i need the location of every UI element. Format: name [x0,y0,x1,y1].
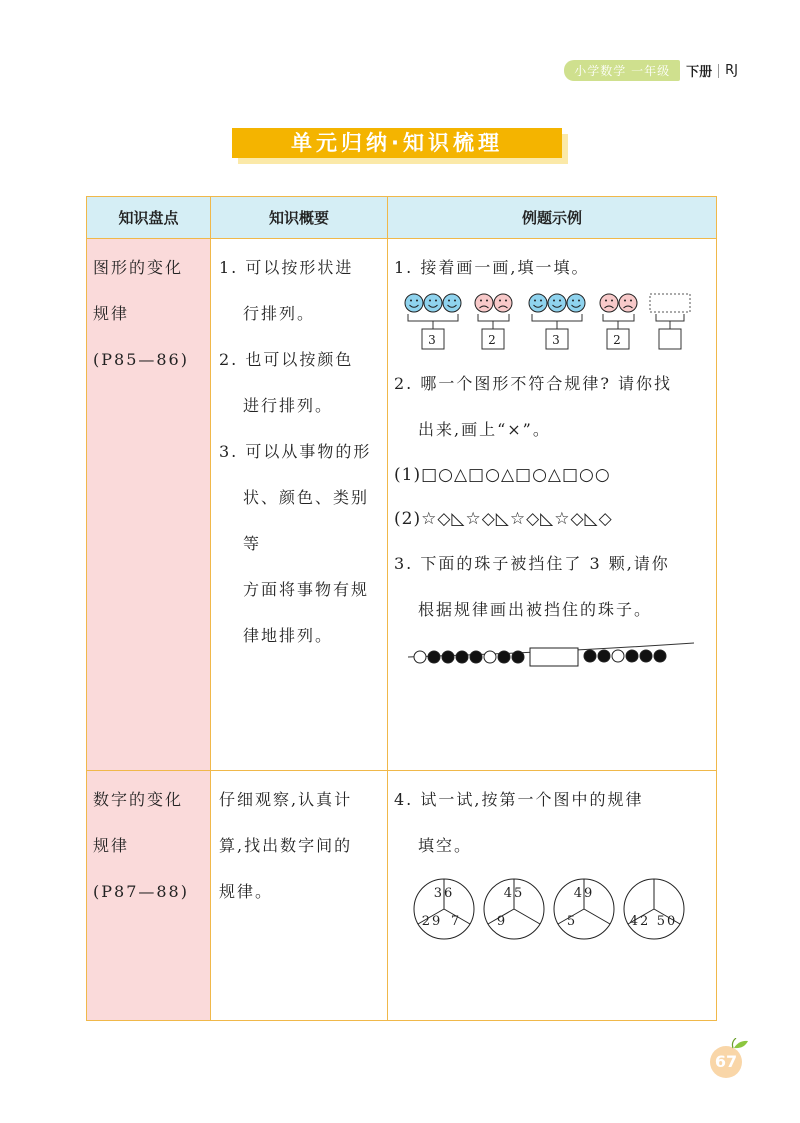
circle-left-value: 29 [421,914,443,929]
summary-point: 3. 可以从事物的形 [219,442,372,461]
example-2-text-cont: 出来,画上“×”。 [418,420,551,439]
table-row [87,239,717,771]
count-label: 2 [488,333,498,347]
knowledge-table [86,196,717,1021]
bead-black [626,650,638,662]
header-examples: 例题示例 [388,197,717,239]
number-circles-figure [394,875,716,945]
smiley-pattern-figure [394,291,716,361]
bead-black [598,650,610,662]
topic-cell [87,771,211,1021]
book-label: 小学数学 一年级 [564,60,680,81]
summary-text: 算,找出数字间的 [219,836,353,855]
bead-white [414,651,426,663]
page-number-badge [706,1038,752,1080]
examples-cell [388,239,717,771]
volume-label: 下册 [686,65,713,80]
edition-label: RJ [725,63,738,78]
topic-pages: (P87—88) [93,882,189,901]
bead-cover-box [530,648,578,666]
bead-white [612,650,624,662]
examples-cell [388,771,717,1021]
summary-point: 2. 也可以按颜色 [219,350,354,369]
smiley-sad-icon [475,294,512,312]
section-title: 单元归纳·知识梳理 [232,128,562,158]
bead-black [584,650,596,662]
bead-string-figure [394,635,716,675]
count-label: 2 [613,333,623,347]
section-title-banner [232,128,568,164]
summary-point-cont: 行排列。 [243,304,316,323]
circle-top-value: 45 [503,886,525,901]
summary-point-cont: 状、颜色、类别等 [243,488,370,553]
shape-sequence-2: (2)☆◇◺☆◇◺☆◇◺☆◇◺◇ [394,509,613,529]
circle-right-value: 7 [450,914,462,929]
bead-black [654,650,666,662]
smiley-sad-icon [600,294,637,312]
count-label: 3 [428,333,438,347]
example-4-text-cont: 填空。 [418,836,473,855]
table-header-row [87,197,717,239]
example-2-text: 2. 哪一个图形不符合规律? 请你找 [394,374,673,393]
smiley-happy-icon [529,294,585,312]
bead-black [470,651,482,663]
topic-cell [87,239,211,771]
circle-left-value: 42 [629,914,651,929]
topic-pages: (P85—86) [93,350,189,369]
table-row [87,771,717,1021]
bead-black [442,651,454,663]
page-header [564,60,738,81]
page-number: 67 [714,1052,738,1071]
count-label: 3 [552,333,562,347]
summary-point-cont: 律地排列。 [243,626,334,645]
circle-top-value: 36 [433,886,455,901]
example-4-text: 4. 试一试,按第一个图中的规律 [394,790,644,809]
topic-name-cont: 规律 [93,836,130,855]
summary-point-cont: 方面将事物有规 [243,580,370,599]
summary-text: 规律。 [219,882,274,901]
circle-right-value: 50 [656,914,678,929]
bead-black [428,651,440,663]
circle-left-value: 5 [566,914,578,929]
bead-black [512,651,524,663]
bead-black [498,651,510,663]
summary-text: 仔细观察,认真计 [219,790,353,809]
bead-black [456,651,468,663]
summary-cell [211,771,388,1021]
bead-white [484,651,496,663]
blank-box [650,294,690,312]
example-1-text: 1. 接着画一画,填一填。 [394,258,590,277]
summary-point: 1. 可以按形状进 [219,258,354,277]
circle-left-value: 9 [496,914,508,929]
bead-black [640,650,652,662]
example-3-text: 3. 下面的珠子被挡住了 3 颗,请你 [394,554,670,573]
header-summary: 知识概要 [211,197,388,239]
circle-top-value: 49 [573,886,595,901]
topic-name: 图形的变化 [93,258,184,277]
summary-cell [211,239,388,771]
topic-name-cont: 规律 [93,304,130,323]
shape-sequence-1: (1)□○△□○△□○△□○○ [394,465,611,485]
header-topic: 知识盘点 [87,197,211,239]
smiley-happy-icon [405,294,461,312]
header-divider [718,64,719,78]
topic-name: 数字的变化 [93,790,184,809]
summary-point-cont: 进行排列。 [243,396,334,415]
example-3-text-cont: 根据规律画出被挡住的珠子。 [418,600,653,619]
